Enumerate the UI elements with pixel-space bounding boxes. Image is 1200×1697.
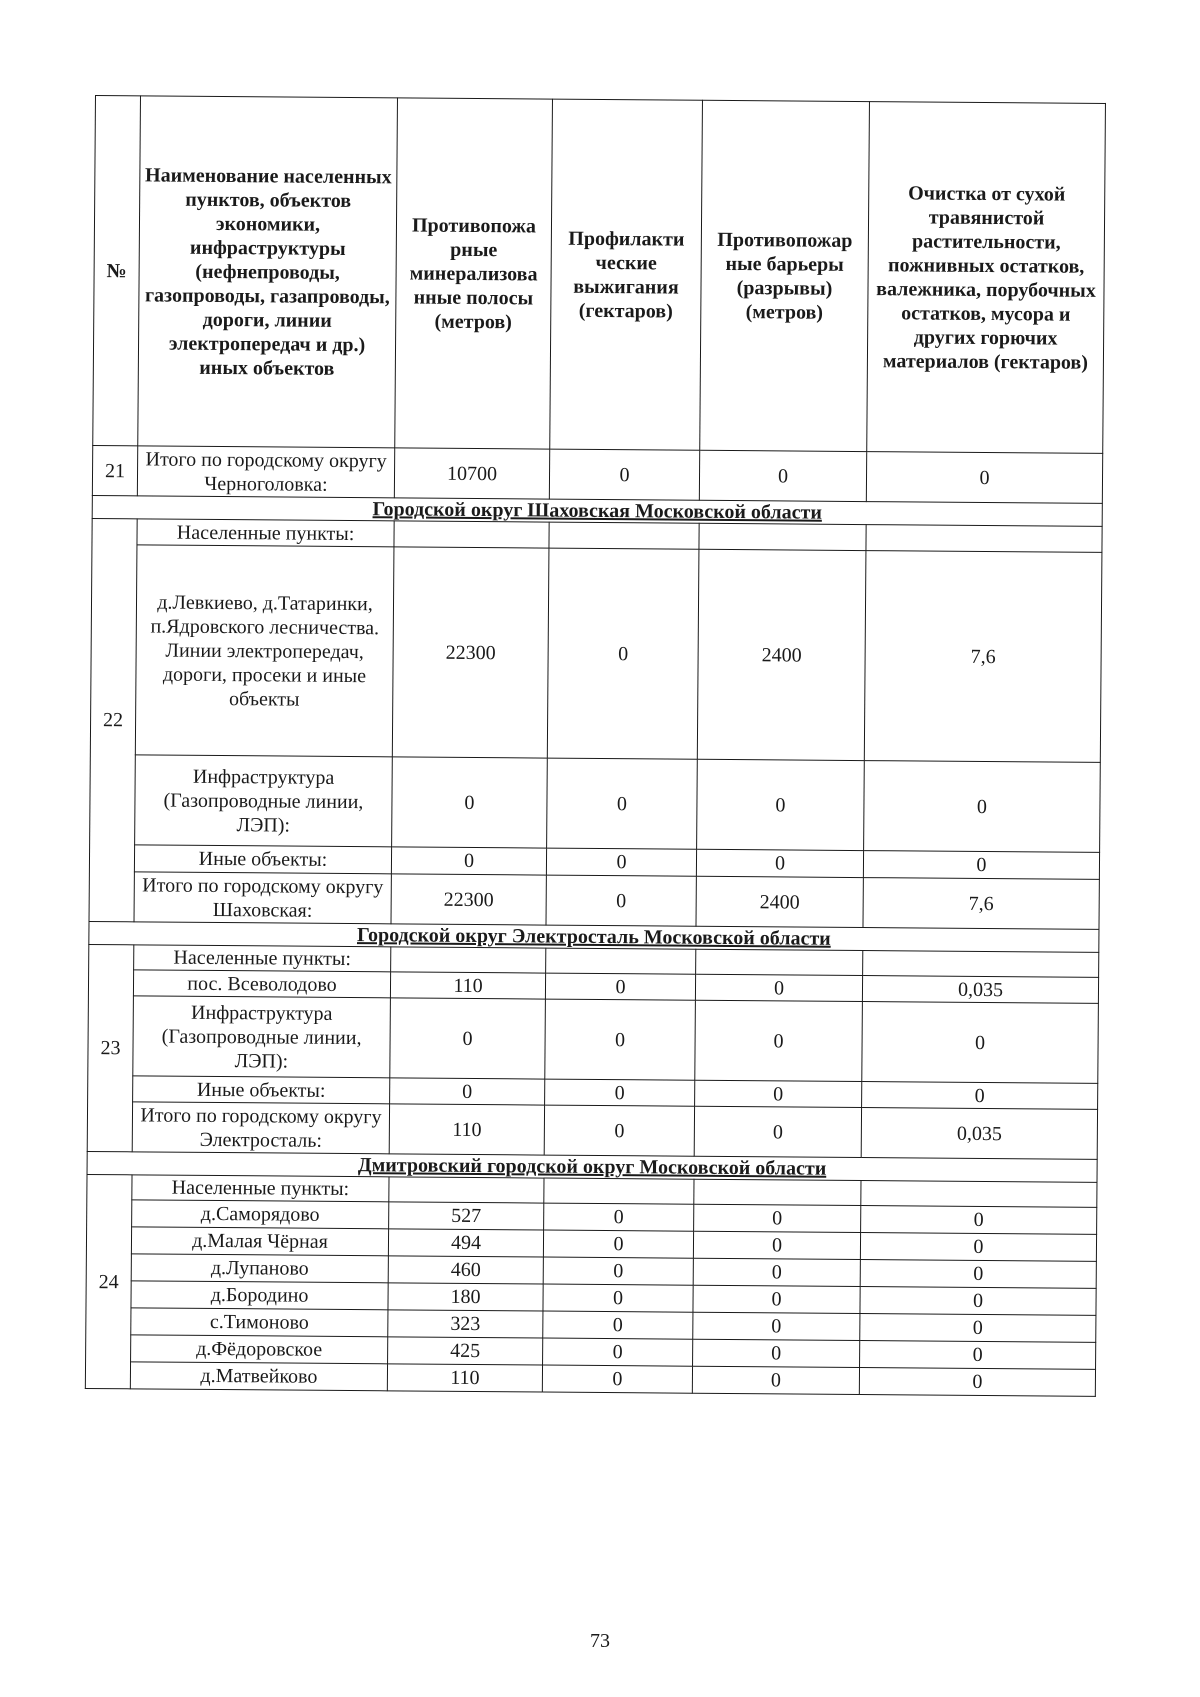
- barriers-value: 0: [693, 1258, 860, 1286]
- strips-value: 110: [390, 972, 545, 999]
- header-cleaning: Очистка от сухой травянистой растительности, пожнивных остатков, валежника, порубочных остатков, мусора и других горючих материалов (гектаров): [867, 102, 1106, 454]
- barriers-value: 0: [695, 1080, 862, 1107]
- header-barriers: Противопожар ные барьеры (разрывы) (метров): [700, 100, 870, 451]
- row-name: д.Матвейково: [130, 1362, 387, 1391]
- burning-value: 0: [546, 875, 696, 926]
- row-number: 21: [92, 445, 137, 495]
- table-header-row: [93, 96, 1106, 454]
- cleaning-value: 0: [861, 1206, 1097, 1235]
- cleaning-value: 0: [860, 1233, 1096, 1262]
- table-row: [89, 871, 1099, 929]
- strips-value: 22300: [391, 874, 546, 925]
- table-row: [88, 995, 1099, 1083]
- section-title: Городской округ Шаховская Московской области: [92, 495, 1102, 526]
- burning-value: 0: [547, 758, 698, 849]
- row-name: д.Левкиево, д.Татаринки, п.Ядровского лесничества. Линии электропередач, дороги, просеки и иные объекты: [135, 545, 394, 757]
- barriers-value: 0: [692, 1366, 859, 1394]
- burning-value: 0: [543, 1311, 693, 1339]
- header-burning: Профилакти ческие выжигания (гектаров): [550, 99, 703, 450]
- cleaning-value: 0: [860, 1341, 1096, 1370]
- row-name: д.Бородино: [131, 1281, 388, 1310]
- strips-value: 323: [388, 1310, 543, 1338]
- strips-value: 110: [387, 1364, 542, 1392]
- cleaning-value: 0: [859, 1368, 1095, 1397]
- strips-value: 180: [388, 1283, 543, 1311]
- strips-value: 0: [390, 998, 546, 1079]
- burning-value: 0: [544, 1105, 694, 1156]
- barriers-value: 2400: [697, 549, 866, 760]
- strips-value: 0: [390, 1078, 545, 1105]
- cleaning-value: 0: [862, 1002, 1099, 1084]
- strips-value: 0: [391, 847, 546, 875]
- cleaning-value: 0,035: [862, 976, 1098, 1004]
- burning-value: 0: [543, 1284, 693, 1312]
- cleaning-value: 0: [864, 761, 1101, 853]
- strips-value: 460: [388, 1256, 543, 1284]
- table-row: [90, 544, 1102, 762]
- row-name: Иные объекты:: [133, 1076, 390, 1104]
- barriers-value: 2400: [696, 876, 863, 927]
- barriers-value: 0: [695, 974, 862, 1001]
- row-name: Итого по городскому округу Электросталь:: [132, 1102, 389, 1154]
- burning-value: 0: [545, 999, 696, 1080]
- burning-value: 0: [547, 548, 699, 759]
- barriers-value: 0: [693, 1285, 860, 1313]
- row-name: д.Фёдоровское: [131, 1335, 388, 1364]
- strips-value: 110: [389, 1104, 544, 1155]
- burning-value: 0: [543, 1257, 693, 1285]
- fire-prevention-table: [85, 95, 1106, 1397]
- burning-value: 0: [543, 1230, 693, 1258]
- row-name: Итого по городскому округу Шаховская:: [134, 872, 391, 924]
- cleaning-value: 0,035: [861, 1108, 1097, 1160]
- row-name: д.Малая Чёрная: [131, 1227, 388, 1256]
- settlements-label: Населенные пункты:: [132, 1175, 389, 1202]
- burning-value: 0: [549, 449, 699, 500]
- section-title: Дмитровский городской округ Московской области: [87, 1151, 1097, 1182]
- strips-value: 527: [389, 1202, 544, 1230]
- strips-value: 425: [388, 1337, 543, 1365]
- barriers-value: 0: [695, 1000, 863, 1081]
- row-name: пос. Всеволодово: [133, 970, 390, 998]
- row-name: Инфраструктура (Газопроводные линии, ЛЭП):: [133, 996, 391, 1078]
- cleaning-value: 0: [860, 1260, 1096, 1289]
- document-sheet: [85, 95, 1105, 1397]
- header-strips: Противопожа рные минерализова нные полосы (метров): [395, 98, 553, 449]
- row-number: 23: [87, 944, 134, 1151]
- barriers-value: 0: [694, 1204, 861, 1232]
- strips-value: 22300: [392, 547, 549, 758]
- strips-value: 494: [388, 1229, 543, 1257]
- table-row: [90, 754, 1101, 852]
- strips-value: 0: [392, 757, 548, 848]
- burning-value: 0: [543, 1338, 693, 1366]
- barriers-value: 0: [693, 1231, 860, 1259]
- burning-value: 0: [542, 1365, 692, 1393]
- burning-value: 0: [545, 1079, 695, 1106]
- section-title: Городской округ Электросталь Московской области: [89, 921, 1099, 952]
- row-name: Инфраструктура (Газопроводные линии, ЛЭП):: [135, 755, 393, 847]
- cleaning-value: 7,6: [863, 878, 1099, 930]
- barriers-value: 0: [699, 450, 866, 501]
- barriers-value: 0: [696, 849, 863, 877]
- table-row: [92, 445, 1102, 503]
- cleaning-value: 0: [863, 851, 1099, 880]
- row-number: 24: [85, 1174, 132, 1388]
- row-name: с.Тимоново: [131, 1308, 388, 1337]
- row-name: д.Лупаново: [131, 1254, 388, 1283]
- barriers-value: 0: [694, 1106, 861, 1157]
- row-number: 22: [89, 518, 137, 921]
- cleaning-value: 0: [860, 1287, 1096, 1316]
- cleaning-value: 0: [862, 1082, 1098, 1110]
- burning-value: 0: [544, 1203, 694, 1231]
- burning-value: 0: [546, 848, 696, 876]
- barriers-value: 0: [693, 1312, 860, 1340]
- header-name: Наименование населенных пунктов, объектов экономики, инфраструктуры (нефнепроводы, газопроводы, газапроводы, дороги, линии электропередач и др.) иных объектов: [138, 96, 398, 448]
- row-name: д.Саморядово: [132, 1200, 389, 1229]
- settlements-label: Населенные пункты:: [137, 519, 394, 547]
- cleaning-value: 0: [860, 1314, 1096, 1343]
- settlements-label: Населенные пункты:: [134, 945, 391, 972]
- row-name: Итого по городскому округу Черноголовка:: [137, 446, 394, 498]
- burning-value: 0: [545, 973, 695, 1000]
- page-number: 73: [590, 1630, 610, 1652]
- cleaning-value: 7,6: [864, 551, 1102, 763]
- barriers-value: 0: [697, 759, 865, 850]
- strips-value: 10700: [394, 448, 549, 499]
- cleaning-value: 0: [866, 452, 1102, 504]
- barriers-value: 0: [693, 1339, 860, 1367]
- table-row: [87, 1101, 1097, 1159]
- row-name: Иные объекты:: [134, 845, 391, 874]
- header-num: №: [93, 96, 141, 446]
